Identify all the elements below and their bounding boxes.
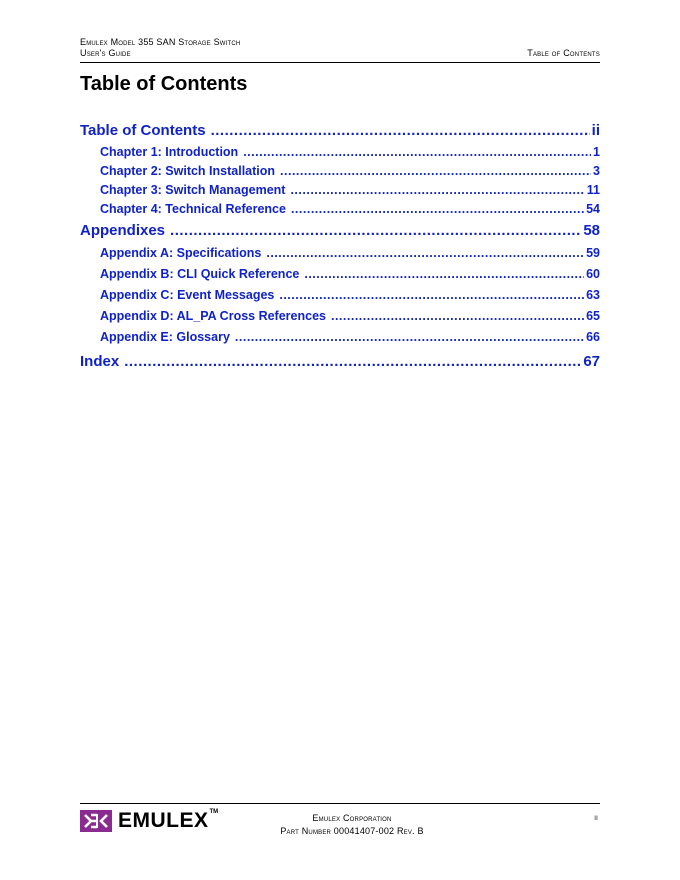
- toc-entry-title: Appendixes: [80, 222, 166, 239]
- dot-leader: [304, 267, 584, 281]
- footer-info: [262, 812, 442, 838]
- section-name: Table of Contents: [527, 48, 600, 58]
- dot-leader: [280, 164, 591, 178]
- toc-entry-page: 60: [586, 267, 600, 281]
- toc-entry-page: 54: [586, 202, 600, 216]
- dot-leader: [291, 202, 584, 216]
- toc-entry[interactable]: [80, 202, 600, 216]
- toc-entry[interactable]: [80, 122, 600, 139]
- dot-leader: [266, 246, 584, 260]
- toc-entry[interactable]: [80, 183, 600, 197]
- toc-entry[interactable]: [80, 309, 600, 323]
- dot-leader: [170, 222, 581, 239]
- company-name: Emulex Corporation: [312, 813, 392, 823]
- toc-entry[interactable]: [80, 222, 600, 239]
- toc-entry-title: Chapter 3: Switch Management: [100, 183, 286, 197]
- emulex-logo-mark-icon: [80, 810, 112, 832]
- toc-entry[interactable]: [80, 246, 600, 260]
- toc-entry[interactable]: [80, 353, 600, 370]
- toc-entry-title: Appendix E: Glossary: [100, 330, 230, 344]
- trademark-mark: TM: [209, 809, 219, 815]
- part-number: Part Number 00041407-002 Rev. B: [280, 826, 424, 836]
- dot-leader: [235, 330, 584, 344]
- toc-entry-title: Chapter 2: Switch Installation: [100, 164, 276, 178]
- dot-leader: [279, 288, 584, 302]
- toc-entry-page: 59: [586, 246, 600, 260]
- toc-entry-page: ii: [591, 122, 600, 139]
- footer-divider: [80, 803, 600, 804]
- dot-leader: [211, 122, 590, 139]
- toc-entry-page: 66: [586, 330, 600, 344]
- page-header: [80, 37, 600, 59]
- toc-list: [80, 122, 600, 370]
- toc-entry-title: Appendix A: Specifications: [100, 246, 262, 260]
- toc-entry[interactable]: [80, 145, 600, 159]
- toc-entry-page: 3: [593, 164, 600, 178]
- toc-entry-title: Appendix D: AL_PA Cross References: [100, 309, 326, 323]
- toc-entry[interactable]: [80, 288, 600, 302]
- dot-leader: [124, 353, 581, 370]
- toc-entry-title: Appendix B: CLI Quick Reference: [100, 267, 300, 281]
- dot-leader: [331, 309, 584, 323]
- logo-wordmark: EMULEX: [118, 809, 209, 832]
- page-title: Table of Contents: [80, 73, 248, 95]
- document-subtitle: User's Guide: [80, 48, 131, 58]
- page-number: ii: [594, 812, 598, 822]
- toc-entry-page: 63: [586, 288, 600, 302]
- emulex-logo: [80, 809, 218, 833]
- header-divider: [80, 62, 600, 63]
- dot-leader: [290, 183, 584, 197]
- dot-leader: [243, 145, 591, 159]
- document-title: Emulex Model 355 SAN Storage Switch: [80, 37, 241, 47]
- toc-entry-title: Index: [80, 353, 120, 370]
- toc-entry-title: Chapter 4: Technical Reference: [100, 202, 286, 216]
- toc-entry[interactable]: [80, 267, 600, 281]
- toc-entry-page: 11: [586, 183, 600, 197]
- toc-entry-page: 58: [583, 222, 600, 239]
- toc-entry-title: Appendix C: Event Messages: [100, 288, 275, 302]
- toc-entry-page: 67: [583, 353, 600, 370]
- toc-entry-page: 1: [593, 145, 600, 159]
- toc-entry-title: Table of Contents: [80, 122, 206, 139]
- toc-entry-page: 65: [586, 309, 600, 323]
- toc-entry[interactable]: [80, 164, 600, 178]
- toc-entry-title: Chapter 1: Introduction: [100, 145, 239, 159]
- toc-entry[interactable]: [80, 330, 600, 344]
